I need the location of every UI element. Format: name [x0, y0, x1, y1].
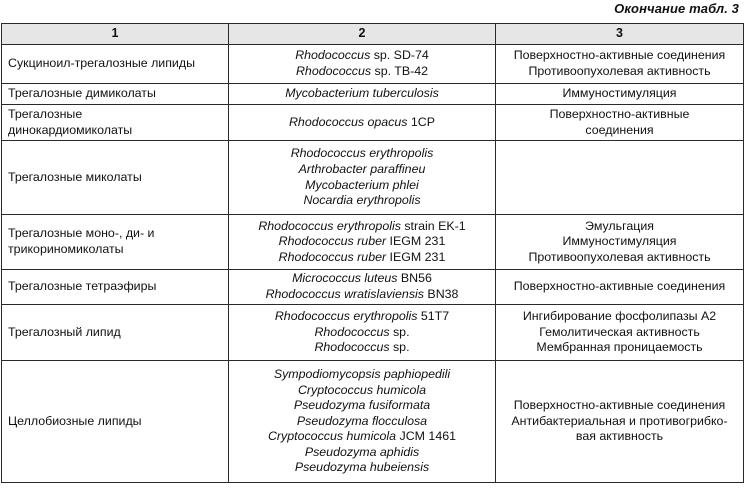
species-name: Arthrobacter paraffineu [298, 161, 426, 176]
producer-line [229, 287, 495, 303]
producer-line [229, 86, 495, 102]
species-name: Rhodococcus opacus [288, 114, 408, 129]
activity-cell [496, 84, 744, 105]
strain-designation: strain EK-1 [400, 218, 466, 233]
activity-line: Иммуностимуляция [562, 86, 677, 101]
compound-class-cell: Целлобиозные липиды [2, 361, 229, 483]
activity-line: соединения [585, 122, 654, 137]
species-name: Rhodococcus ruber [278, 249, 387, 264]
producer-line [229, 460, 495, 476]
data-table [1, 23, 744, 483]
producer-cell [229, 361, 496, 483]
producer-line [229, 178, 495, 194]
producer-cell [229, 105, 496, 141]
activity-cell [496, 45, 744, 84]
species-name: Rhodococcus [314, 340, 390, 355]
compound-class-cell: Трегалозный липид [2, 305, 229, 361]
activity-line: Поверхностно-активные [549, 106, 690, 121]
strain-designation: sp. [389, 324, 410, 339]
strain-designation: 51T7 [417, 309, 450, 324]
producer-line [229, 64, 495, 80]
activity-line: вая активность [575, 429, 664, 444]
activity-line: Эмульгация [585, 218, 654, 233]
table-row [2, 305, 744, 361]
activity-cell [496, 215, 744, 270]
table-row [2, 215, 744, 270]
strain-designation: sp. [389, 340, 410, 355]
species-name: Micrococcus luteus [292, 271, 398, 286]
producer-cell [229, 305, 496, 361]
species-name: Rhodococcus [295, 64, 372, 78]
activity-line: Ингибирование фосфолипазы A2 [522, 309, 717, 324]
strain-designation: BN56 [397, 271, 432, 286]
header-cell-1: 1 [2, 24, 229, 45]
producer-cell [229, 270, 496, 305]
activity-line: Иммуностимуляция [562, 234, 677, 249]
producer-cell [229, 215, 496, 270]
species-name: Mycobacterium tuberculosis [285, 86, 439, 101]
species-name: Cryptococcus humicola [267, 429, 397, 444]
table-caption: Окончание табл. 3 [614, 1, 739, 16]
producer-cell [229, 45, 496, 84]
producer-line [229, 48, 495, 64]
species-name: Mycobacterium phlei [305, 177, 419, 192]
strain-designation: JCM 1461 [396, 429, 456, 444]
producer-line [229, 398, 495, 414]
producer-line [229, 271, 495, 287]
strain-designation: IEGM 231 [386, 249, 446, 264]
species-name: Rhodococcus erythropolis [258, 218, 401, 233]
strain-designation: sp. TB-42 [371, 64, 428, 78]
producer-line [229, 115, 495, 131]
header-cell-2: 2 [229, 24, 496, 45]
strain-designation: IEGM 231 [386, 234, 446, 249]
producer-cell [229, 141, 496, 215]
activity-cell [496, 270, 744, 305]
header-cell-3: 3 [496, 24, 744, 45]
species-name: Rhodococcus [295, 48, 371, 63]
activity-cell [496, 361, 744, 483]
header-row [2, 24, 744, 45]
table-row [2, 361, 744, 483]
species-name: Rhodococcus [314, 324, 390, 339]
activity-line: Поверхностно-активные соединения [513, 48, 726, 63]
producer-line [229, 445, 495, 461]
producer-line [229, 146, 495, 162]
species-name: Rhodococcus wratislaviensis [265, 287, 424, 301]
compound-class-cell: Трегалозные тетраэфиры [2, 270, 229, 305]
producer-line [229, 429, 495, 445]
table-row [2, 141, 744, 215]
species-name: Rhodococcus ruber [278, 234, 387, 249]
producer-line [229, 219, 495, 235]
strain-designation: sp. SD-74 [370, 48, 429, 63]
activity-line: Противоопухолевая активность [528, 64, 711, 78]
strain-designation: BN38 [423, 287, 459, 301]
species-name: Pseudozyma hubeiensis [294, 460, 430, 475]
compound-class-cell: Сукциноил-трегалозные липиды [2, 45, 229, 84]
producer-line [229, 162, 495, 178]
producer-line [229, 325, 495, 341]
producer-line [229, 250, 495, 266]
compound-class-cell: Трегалозные динокардиомиколаты [2, 105, 229, 141]
activity-cell [496, 305, 744, 361]
species-name: Cryptococcus humicola [297, 382, 427, 397]
strain-designation: 1CP [407, 114, 436, 129]
compound-class-cell: Трегалозные моно-, ди- и трикориномиколаты [2, 215, 229, 270]
activity-cell [496, 105, 744, 141]
activity-line: Противоопухолевая активность [528, 249, 711, 264]
species-name: Rhodococcus erythropolis [274, 309, 418, 324]
producer-line [229, 340, 495, 356]
species-name: Rhodococcus erythropolis [290, 146, 434, 161]
compound-class-cell: Трегалозные димиколаты [2, 84, 229, 105]
activity-line: Мембранная проницаемость [536, 340, 703, 355]
species-name: Pseudozyma flocculosa [296, 413, 428, 428]
producer-line [229, 193, 495, 209]
activity-line: Гемолитическая активность [539, 324, 700, 339]
activity-line: Поверхностно-активные соединения [513, 279, 726, 294]
activity-cell [496, 141, 744, 215]
table-row [2, 105, 744, 141]
producer-cell [229, 84, 496, 105]
species-name: Nocardia erythropolis [303, 193, 421, 208]
activity-line: Поверхностно-активные соединения [513, 398, 726, 413]
table-row [2, 270, 744, 305]
producer-line [229, 383, 495, 399]
table-row [2, 45, 744, 84]
producer-line [229, 367, 495, 383]
compound-class-cell: Трегалозные миколаты [2, 141, 229, 215]
species-name: Pseudozyma fusiformata [293, 398, 431, 413]
activity-line: Антибактериальная и противогрибко- [511, 413, 728, 428]
species-name: Sympodiomycopsis paphiopedili [273, 366, 451, 381]
producer-line [229, 234, 495, 250]
producer-line [229, 309, 495, 325]
table-row [2, 84, 744, 105]
species-name: Pseudozyma aphidis [304, 444, 420, 459]
producer-line [229, 414, 495, 430]
